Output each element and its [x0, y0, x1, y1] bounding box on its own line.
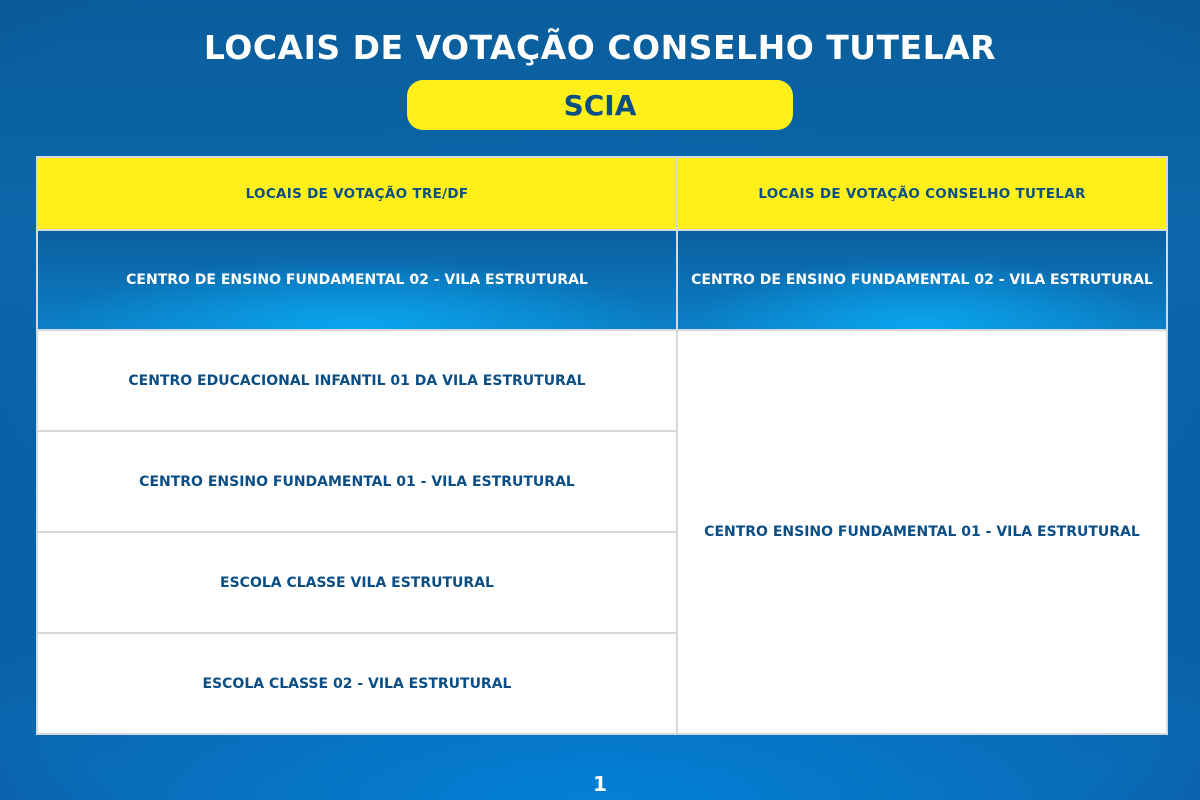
conselho-location-cell: CENTRO ENSINO FUNDAMENTAL 01 - VILA ESTRUTURAL: [677, 330, 1167, 734]
table-header-row: [37, 157, 1167, 230]
column-header-conselho: LOCAIS DE VOTAÇÃO CONSELHO TUTELAR: [677, 157, 1167, 230]
page-number: 1: [593, 772, 607, 796]
column-header-tre: LOCAIS DE VOTAÇÃO TRE/DF: [37, 157, 677, 230]
table-row: [37, 330, 1167, 431]
tre-location-cell: CENTRO ENSINO FUNDAMENTAL 01 - VILA ESTRUTURAL: [37, 431, 677, 532]
tre-location-cell: ESCOLA CLASSE 02 - VILA ESTRUTURAL: [37, 633, 677, 734]
table-row: [37, 230, 1167, 330]
voting-locations-table-container: [36, 156, 1166, 738]
voting-locations-table: [36, 156, 1168, 735]
region-label: SCIA: [563, 88, 637, 122]
region-badge: [407, 80, 793, 130]
tre-location-cell: CENTRO DE ENSINO FUNDAMENTAL 02 - VILA ESTRUTURAL: [37, 230, 677, 330]
tre-location-cell: CENTRO EDUCACIONAL INFANTIL 01 DA VILA ESTRUTURAL: [37, 330, 677, 431]
tre-location-cell: ESCOLA CLASSE VILA ESTRUTURAL: [37, 532, 677, 633]
page-title: LOCAIS DE VOTAÇÃO CONSELHO TUTELAR: [203, 28, 997, 67]
conselho-location-cell: CENTRO DE ENSINO FUNDAMENTAL 02 - VILA ESTRUTURAL: [677, 230, 1167, 330]
